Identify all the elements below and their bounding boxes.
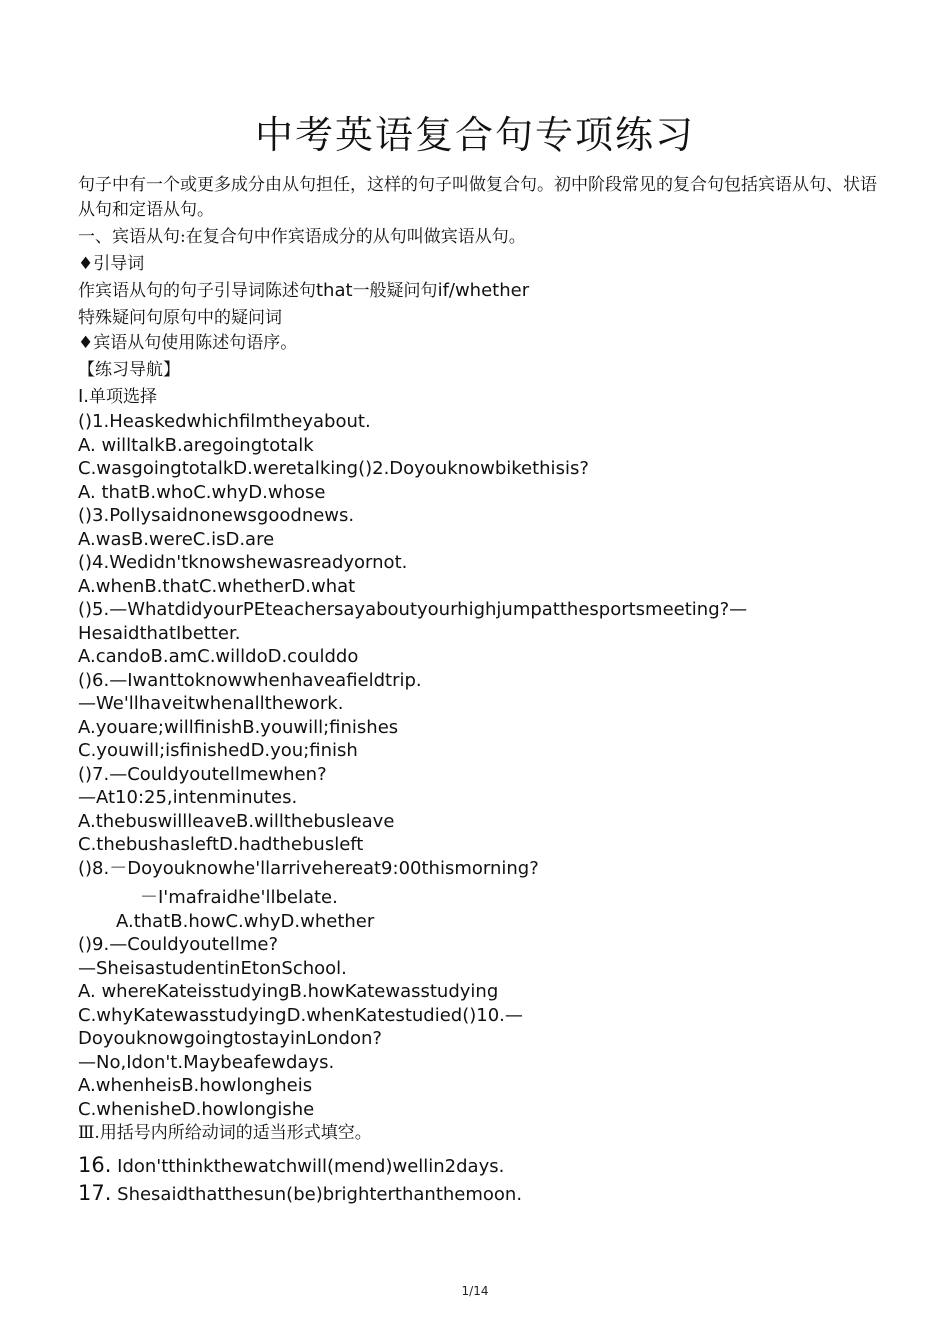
section-iii-heading	[78, 1121, 878, 1146]
question-line: ()5.—WhatdidyourPEteachersayaboutyourhighjumpatthesportsmeeting?—	[78, 599, 748, 620]
section-iii-roman: Ⅲ.	[78, 1123, 100, 1143]
question-line: A.thebuswillleaveB.willthebusleave	[78, 810, 395, 832]
introducer-general-question: 一般疑问句	[352, 281, 438, 301]
question-lines-9-10	[78, 933, 878, 1121]
question-lines-1-8	[78, 410, 878, 880]
question-line: A.whenheisB.howlongheis	[78, 1075, 313, 1096]
q8-options: A.thatB.howC.whyD.whether	[116, 910, 375, 932]
section-i-heading	[78, 385, 878, 410]
section-i-roman: I.	[78, 386, 90, 407]
question-16	[78, 1152, 878, 1180]
intro-paragraph: 句子中有一个或更多成分由从句担任，这样的句子叫做复合句。初中阶段常见的复合句包括宾语从句、状语从句和定语从句。	[78, 175, 877, 220]
question-16-text: Idon'tthinkthewatchwill(mend)wellin2days.	[117, 1156, 505, 1177]
section-1-heading: 一、宾语从句:在复合句中作宾语成分的从句叫做宾语从句。	[78, 227, 526, 247]
question-line: —No,Idon't.Maybeafewdays.	[78, 1051, 335, 1073]
question-line: —SheisastudentinEtonSchool.	[78, 957, 347, 979]
introducer-label: 作宾语从句的句子引导词陈述句	[78, 281, 316, 301]
question-line: C.whenisheD.howlongishe	[78, 1098, 315, 1120]
section-i-label: 单项选择	[89, 387, 158, 407]
introducer-if-whether: if/whether	[437, 280, 530, 301]
page-title: 中考英语复合句专项练习	[254, 113, 695, 157]
question-line: ()7.—Couldyoutellmewhen?	[78, 763, 327, 785]
question-line: DoyouknowgoingtostayinLondon?	[78, 1028, 382, 1049]
q8-reply: －I'mafraidhe'llbelate.	[140, 887, 338, 908]
question-line: A.youare;willfinishB.youwill;finishes	[78, 716, 399, 738]
question-line: ()8.－Doyouknowhe'llarrivehereat9:00thismorning?	[78, 857, 539, 879]
practice-nav-heading: 【练习导航】	[78, 360, 180, 380]
question-line: A.wasB.wereC.isD.are	[78, 528, 275, 550]
question-line: C.whyKatewasstudyingD.whenKatestudied()10.—	[78, 1004, 523, 1026]
question-line: ()4.Wedidn'tknowshewasreadyornot.	[78, 552, 408, 573]
question-line: A.whenB.thatC.whetherD.what	[78, 575, 356, 597]
document-body	[78, 173, 878, 1208]
question-line: C.thebushasleftD.hadthebusleft	[78, 834, 364, 855]
question-line: —We'llhaveitwhenallthework.	[78, 693, 344, 714]
question-line: A.candoB.amC.willdoD.coulddo	[78, 646, 359, 667]
question-line: C.wasgoingtotalkD.weretalking()2.Doyouknowbikethisis?	[78, 458, 589, 479]
question-line: HesaidthatIbetter.	[78, 622, 241, 644]
question-line: —At10:25,intenminutes.	[78, 787, 298, 808]
question-17	[78, 1180, 878, 1208]
special-question-line: 特殊疑问句原句中的疑问词	[78, 308, 282, 328]
question-17-text: Shesaidthatthesun(be)brighterthanthemoon.	[117, 1184, 523, 1205]
question-line: A. whereKateisstudyingB.howKatewasstudying	[78, 981, 499, 1002]
question-line: ()3.Pollysaidnonewsgoodnews.	[78, 505, 355, 526]
page-number: 1/14	[461, 1284, 489, 1298]
question-line: ()9.—Couldyoutellme?	[78, 934, 279, 955]
introducer-that: that	[316, 280, 353, 301]
introducer-line	[78, 279, 878, 304]
bullet-introducers: ♦引导词	[78, 254, 145, 274]
question-line: ()1.Heaskedwhichfilmtheyabout.	[78, 411, 371, 432]
question-line: C.youwill;isfinishedD.you;finish	[78, 740, 358, 761]
question-line: ()6.—Iwanttoknowwhenhaveafieldtrip.	[78, 669, 422, 691]
question-17-number: 17.	[78, 1181, 112, 1205]
question-line: A. willtalkB.aregoingtotalk	[78, 434, 314, 456]
question-line: A. thatB.whoC.whyD.whose	[78, 481, 326, 503]
section-iii-label: 用括号内所给动词的适当形式填空。	[99, 1123, 372, 1143]
question-16-number: 16.	[78, 1153, 112, 1177]
bullet-word-order: ♦宾语从句使用陈述句语序。	[78, 333, 298, 353]
